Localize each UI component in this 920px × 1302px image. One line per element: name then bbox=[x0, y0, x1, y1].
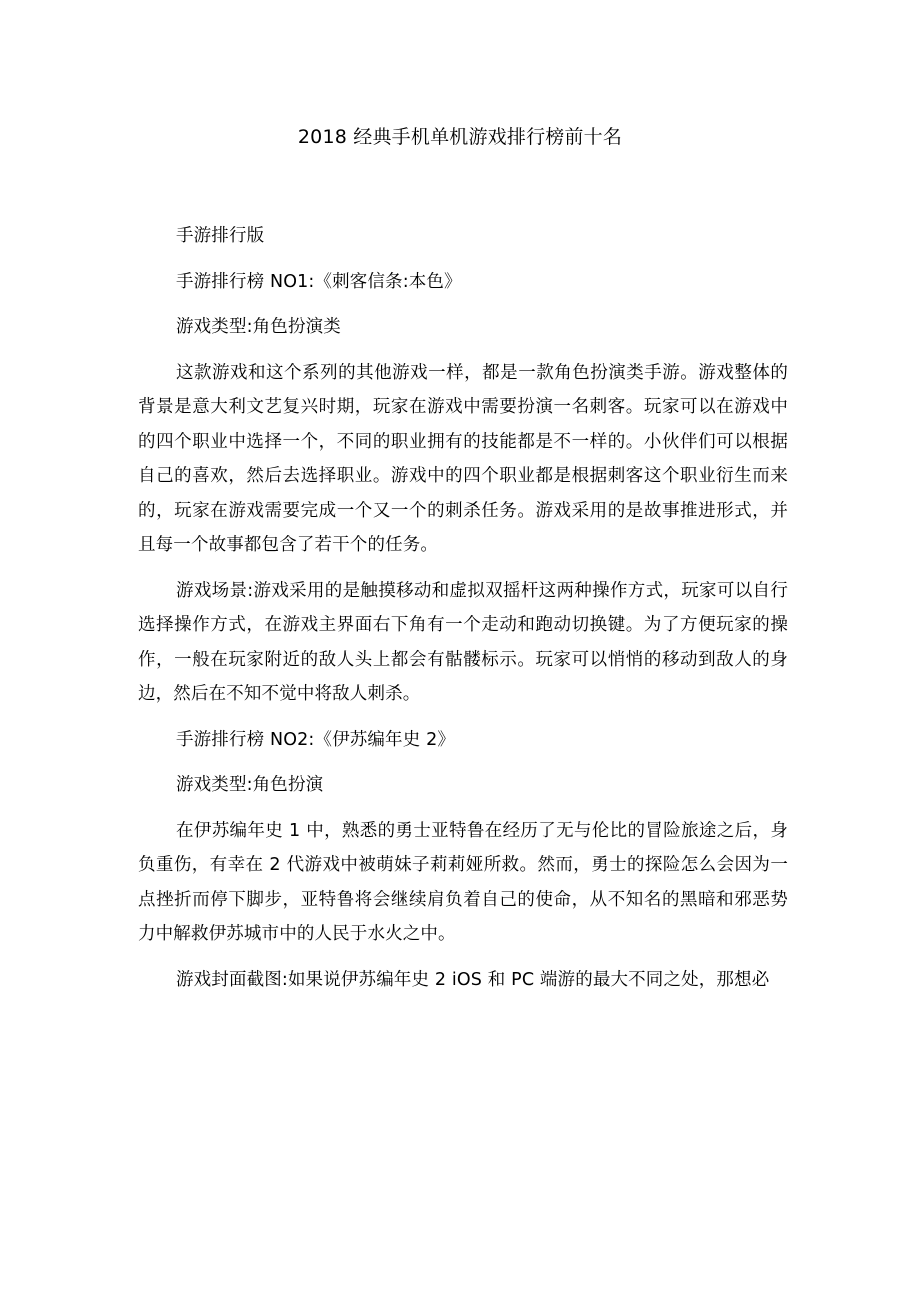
body-paragraph: 游戏场景:游戏采用的是触摸移动和虚拟双摇杆这两种操作方式，玩家可以自行选择操作方式，在游戏主界面右下角有一个走动和跑动切换键。为了方便玩家的操作，一般在玩家附近的敌人头上都会有骷髅标示。玩家可以悄悄的移动到敌人的身边，然后在不知不觉中将敌人刺杀。 bbox=[138, 580, 788, 704]
body-paragraph: 游戏封面截图:如果说伊苏编年史 2 iOS 和 PC 端游的最大不同之处，那想必 bbox=[176, 969, 770, 990]
section-heading: 手游排行版 bbox=[176, 226, 265, 246]
document-body bbox=[138, 219, 788, 1008]
body-paragraph: 这款游戏和这个系列的其他游戏一样，都是一款角色扮演类手游。游戏整体的背景是意大利文艺复兴时期，玩家在游戏中需要扮演一名刺客。玩家可以在游戏中的四个职业中选择一个，不同的职业拥有的技能都是不一样的。小伙伴们可以根据自己的喜欢，然后去选择职业。游戏中的四个职业都是根据刺客这个职业衍生而来的，玩家在游戏需要完成一个又一个的刺杀任务。游戏采用的是故事推进形式，并且每一个故事都包含了若干个的任务。 bbox=[138, 362, 788, 555]
game-type-line: 游戏类型:角色扮演类 bbox=[176, 317, 341, 337]
game-type-line: 游戏类型:角色扮演 bbox=[176, 775, 324, 795]
game-rank-heading: 手游排行榜 NO2:《伊苏编年史 2》 bbox=[176, 729, 456, 750]
body-paragraph: 在伊苏编年史 1 中，熟悉的勇士亚特鲁在经历了无与伦比的冒险旅途之后，身负重伤，有幸在 2 代游戏中被萌妹子莉莉娅所救。然而，勇士的探险怎么会因为一点挫折而停下脚步，亚特鲁将会继续肩负着自己的使命，从不知名的黑暗和邪恶势力中解救伊苏城市中的人民于水火之中。 bbox=[138, 820, 788, 944]
game-rank-heading: 手游排行榜 NO1:《刺客信条:本色》 bbox=[176, 271, 462, 292]
document-title: 2018 经典手机单机游戏排行榜前十名 bbox=[297, 126, 623, 148]
